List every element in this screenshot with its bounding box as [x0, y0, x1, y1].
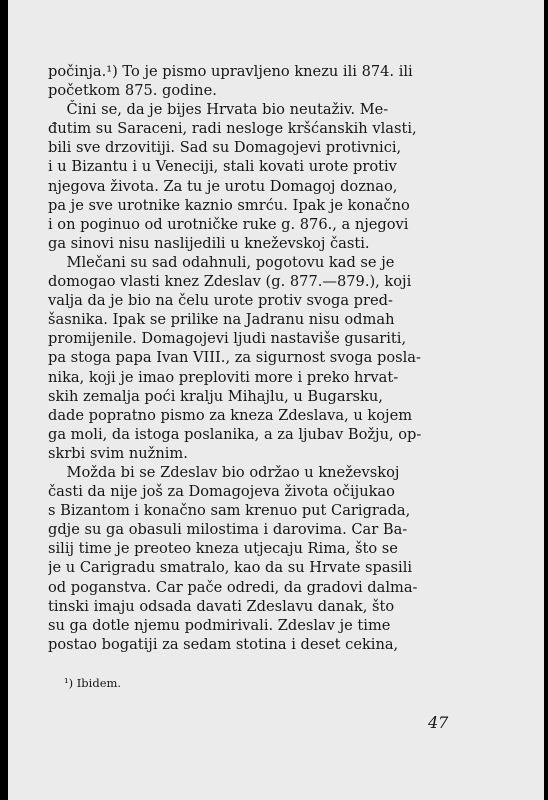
text-line: promijenile. Domagojevi ljudi nastaviše gusariti, [48, 330, 407, 348]
text-line: skih zemalja poći kralju Mihajlu, u Bugarsku, [48, 387, 383, 405]
footnote: ¹) Ibidem. [64, 676, 122, 690]
text-line: ga sinovi nisu naslijedili u kneževskoj časti. [48, 234, 370, 252]
text-line: pa stoga papa Ivan VIII., za sigurnost svoga posla- [48, 349, 421, 367]
text-line: s Bizantom i konačno sam krenuo put Carigrada, [48, 502, 411, 520]
text-line: valja da je bio na čelu urote protiv svoga pred- [48, 292, 393, 310]
text-line: gdje su ga obasuli milostima i darovima. Car Ba- [48, 521, 408, 539]
text-line: ga moli, da istoga poslanika, a za ljubav Božju, op- [48, 425, 422, 443]
text-line: i on poginuo od urotničke ruke g. 876., a njegovi [48, 215, 409, 233]
body-text [48, 62, 466, 654]
text-line: su ga dotle njemu podmirivali. Zdeslav je time [48, 616, 391, 634]
text-line: počinja.¹) To je pismo upravljeno knezu ili 874. ili [48, 63, 413, 80]
text-line: postao bogatiji za sedam stotina i deset cekina, [48, 635, 399, 653]
page-number: 47 [428, 713, 449, 732]
text-line: i u Bizantu i u Veneciji, stali kovati urote protiv [48, 158, 397, 176]
text-line: Možda bi se Zdeslav bio održao u kneževskoj [48, 463, 400, 481]
text-line: skrbi svim nužnim. [48, 444, 188, 462]
text-line: njegova života. Za tu je urotu Domagoj doznao, [48, 177, 398, 195]
book-page [8, 0, 544, 800]
text-line: domogao vlasti knez Zdeslav (g. 877.—879.), koji [48, 273, 412, 291]
text-line: početkom 875. godine. [48, 82, 217, 100]
text-line: pa je sve urotnike kaznio smrću. Ipak je konačno [48, 196, 410, 214]
text-line: od poganstva. Car pače odredi, da gradovi dalma- [48, 578, 418, 596]
text-line: je u Carigradu smatralo, kao da su Hrvate spasili [48, 559, 413, 577]
text-line: tinski imaju odsada davati Zdeslavu danak, što [48, 597, 395, 615]
text-line: časti da nije još za Domagojeva života očijukao [48, 483, 395, 501]
text-line: Čini se, da je bijes Hrvata bio neutaživ. Me- [48, 101, 389, 119]
text-line: silij time je preoteo kneza utjecaju Rima, što se [48, 540, 398, 558]
text-line: Mlečani su sad odahnuli, pogotovu kad se je [48, 253, 395, 271]
text-line: đutim su Saraceni, radi nesloge kršćanskih vlasti, [48, 120, 417, 138]
text-line: šasnika. Ipak se prilike na Jadranu nisu odmah [48, 311, 395, 329]
text-line: dade popratno pismo za kneza Zdeslava, u kojem [48, 406, 413, 424]
text-line: bili sve drzovitiji. Sad su Domagojevi protivnici, [48, 139, 402, 157]
text-line: nika, koji je imao preploviti more i preko hrvat- [48, 368, 399, 386]
